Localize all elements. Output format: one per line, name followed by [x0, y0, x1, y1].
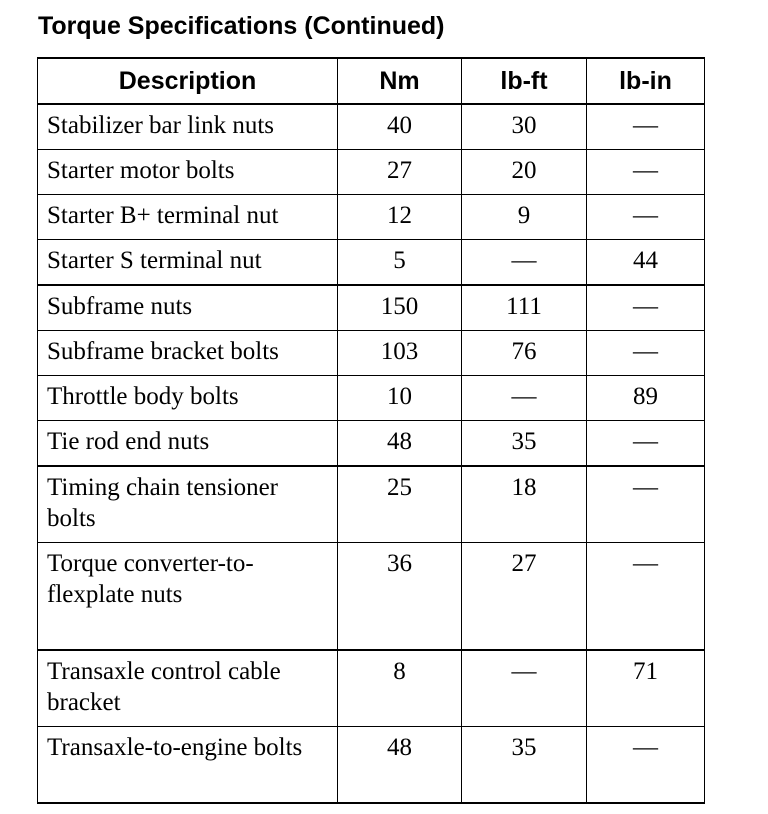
cell-lb-in: 71 [587, 650, 705, 727]
cell-nm: 48 [338, 421, 462, 467]
cell-nm: 27 [338, 150, 462, 195]
table-row [38, 376, 705, 421]
cell-description: Torque converter-to-flexplate nuts [38, 543, 338, 651]
header-description: Description [38, 58, 338, 104]
cell-lb-in: — [587, 466, 705, 543]
cell-nm: 10 [338, 376, 462, 421]
cell-description: Subframe bracket bolts [38, 331, 338, 376]
torque-spec-table [37, 57, 705, 804]
header-lb-ft: lb-ft [462, 58, 587, 104]
header-nm: Nm [338, 58, 462, 104]
cell-lb-ft: 9 [462, 195, 587, 240]
cell-lb-ft: 76 [462, 331, 587, 376]
cell-nm: 8 [338, 650, 462, 727]
cell-description: Stabilizer bar link nuts [38, 104, 338, 150]
cell-description: Starter S terminal nut [38, 240, 338, 286]
cell-lb-ft: — [462, 650, 587, 727]
page-title: Torque Specifications (Continued) [38, 12, 445, 40]
cell-description: Transaxle-to-engine bolts [38, 727, 338, 804]
table-row [38, 195, 705, 240]
cell-lb-in: — [587, 195, 705, 240]
header-lb-in: lb-in [587, 58, 705, 104]
table-row [38, 543, 705, 651]
cell-nm: 12 [338, 195, 462, 240]
cell-description: Starter B+ terminal nut [38, 195, 338, 240]
cell-nm: 103 [338, 331, 462, 376]
cell-lb-in: — [587, 331, 705, 376]
cell-lb-in: 44 [587, 240, 705, 286]
cell-description: Subframe nuts [38, 285, 338, 331]
cell-lb-in: — [587, 543, 705, 651]
cell-lb-ft: — [462, 376, 587, 421]
cell-nm: 25 [338, 466, 462, 543]
cell-lb-in: 89 [587, 376, 705, 421]
cell-lb-in: — [587, 150, 705, 195]
cell-description: Starter motor bolts [38, 150, 338, 195]
table-row [38, 650, 705, 727]
table-row [38, 285, 705, 331]
cell-lb-ft: 30 [462, 104, 587, 150]
cell-lb-ft: 35 [462, 727, 587, 804]
cell-lb-in: — [587, 285, 705, 331]
cell-lb-ft: 111 [462, 285, 587, 331]
table-row [38, 466, 705, 543]
cell-description: Timing chain tensioner bolts [38, 466, 338, 543]
cell-nm: 36 [338, 543, 462, 651]
cell-lb-ft: 20 [462, 150, 587, 195]
cell-nm: 48 [338, 727, 462, 804]
cell-description: Throttle body bolts [38, 376, 338, 421]
table-row [38, 727, 705, 804]
cell-lb-in: — [587, 727, 705, 804]
cell-lb-ft: 18 [462, 466, 587, 543]
header-row [38, 58, 705, 104]
table-row [38, 331, 705, 376]
cell-nm: 150 [338, 285, 462, 331]
table-row [38, 421, 705, 467]
cell-description: Tie rod end nuts [38, 421, 338, 467]
table-row [38, 104, 705, 150]
cell-description: Transaxle control cable bracket [38, 650, 338, 727]
cell-lb-in: — [587, 421, 705, 467]
cell-lb-in: — [587, 104, 705, 150]
table-row [38, 150, 705, 195]
table-row [38, 240, 705, 286]
cell-nm: 40 [338, 104, 462, 150]
cell-lb-ft: 27 [462, 543, 587, 651]
cell-lb-ft: 35 [462, 421, 587, 467]
cell-lb-ft: — [462, 240, 587, 286]
cell-nm: 5 [338, 240, 462, 286]
